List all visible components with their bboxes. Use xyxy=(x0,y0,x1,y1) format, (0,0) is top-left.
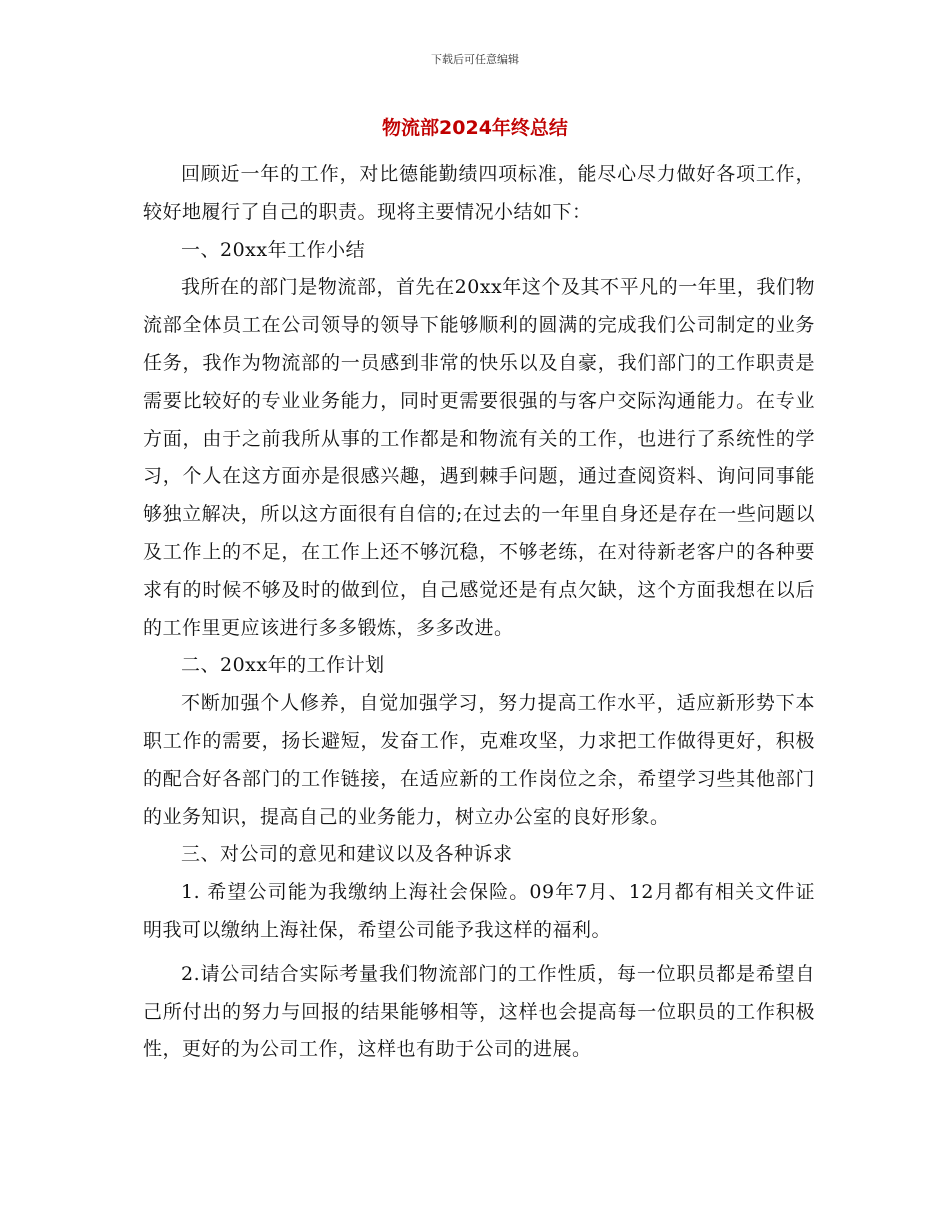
section-heading-plan: 二、20xx年的工作计划 xyxy=(181,654,385,677)
section-heading-summary: 一、20xx年工作小结 xyxy=(181,238,366,261)
plan-paragraph: 不断加强个人修养，自觉加强学习，努力提高工作水平，适应新形势下本职工作的需要，扬长避短，发奋工作，克难攻坚，力求把工作做得更好，积极的配合好各部门的工作链接，在适应新的工作岗位之余，希望学习些其他部门的业务知识，提高自己的业务能力，树立办公室的良好形象。 xyxy=(143,692,815,828)
section-heading-suggestions: 三、对公司的意见和建议以及各种诉求 xyxy=(181,843,513,866)
summary-paragraph: 我所在的部门是物流部，首先在20xx年这个及其不平凡的一年里，我们物流部全体员工在公司领导的领导下能够顺利的圆满的完成我们公司制定的业务任务，我作为物流部的一员感到非常的快乐以及自豪，我们部门的工作职责是需要比较好的专业业务能力，同时更需要很强的与客户交际沟通能力。在专业方面，由于之前我所从事的工作都是和物流有关的工作，也进行了系统性的学习，个人在这方面亦是很感兴趣，遇到棘手问题，通过查阅资料、询问同事能够独立解决，所以这方面很有自信的;在过去的一年里自身还是存在一些问题以及工作上的不足，在工作上还不够沉稳，不够老练，在对待新老客户的各种要求有的时候不够及时的做到位，自己感觉还是有点欠缺，这个方面我想在以后的工作里更应该进行多多锻炼，多多改进。 xyxy=(143,276,815,639)
document-body xyxy=(143,156,815,1069)
page-header-note: 下载后可任意编辑 xyxy=(431,53,519,66)
document-title: 物流部2024年终总结 xyxy=(382,117,568,139)
suggestion-item-2: 2.请公司结合实际考量我们物流部门的工作性质，每一位职员都是希望自己所付出的努力与回报的结果能够相等，这样也会提高每一位职员的工作积极性，更好的为公司工作，这样也有助于公司的进展。 xyxy=(143,962,815,1061)
intro-paragraph: 回顾近一年的工作，对比德能勤绩四项标准，能尽心尽力做好各项工作，较好地履行了自己的职责。现将主要情况小结如下： xyxy=(143,163,815,223)
suggestion-item-1: 1. 希望公司能为我缴纳上海社会保险。09年7月、12月都有相关文件证明我可以缴纳上海社保，希望公司能予我这样的福利。 xyxy=(143,881,815,941)
